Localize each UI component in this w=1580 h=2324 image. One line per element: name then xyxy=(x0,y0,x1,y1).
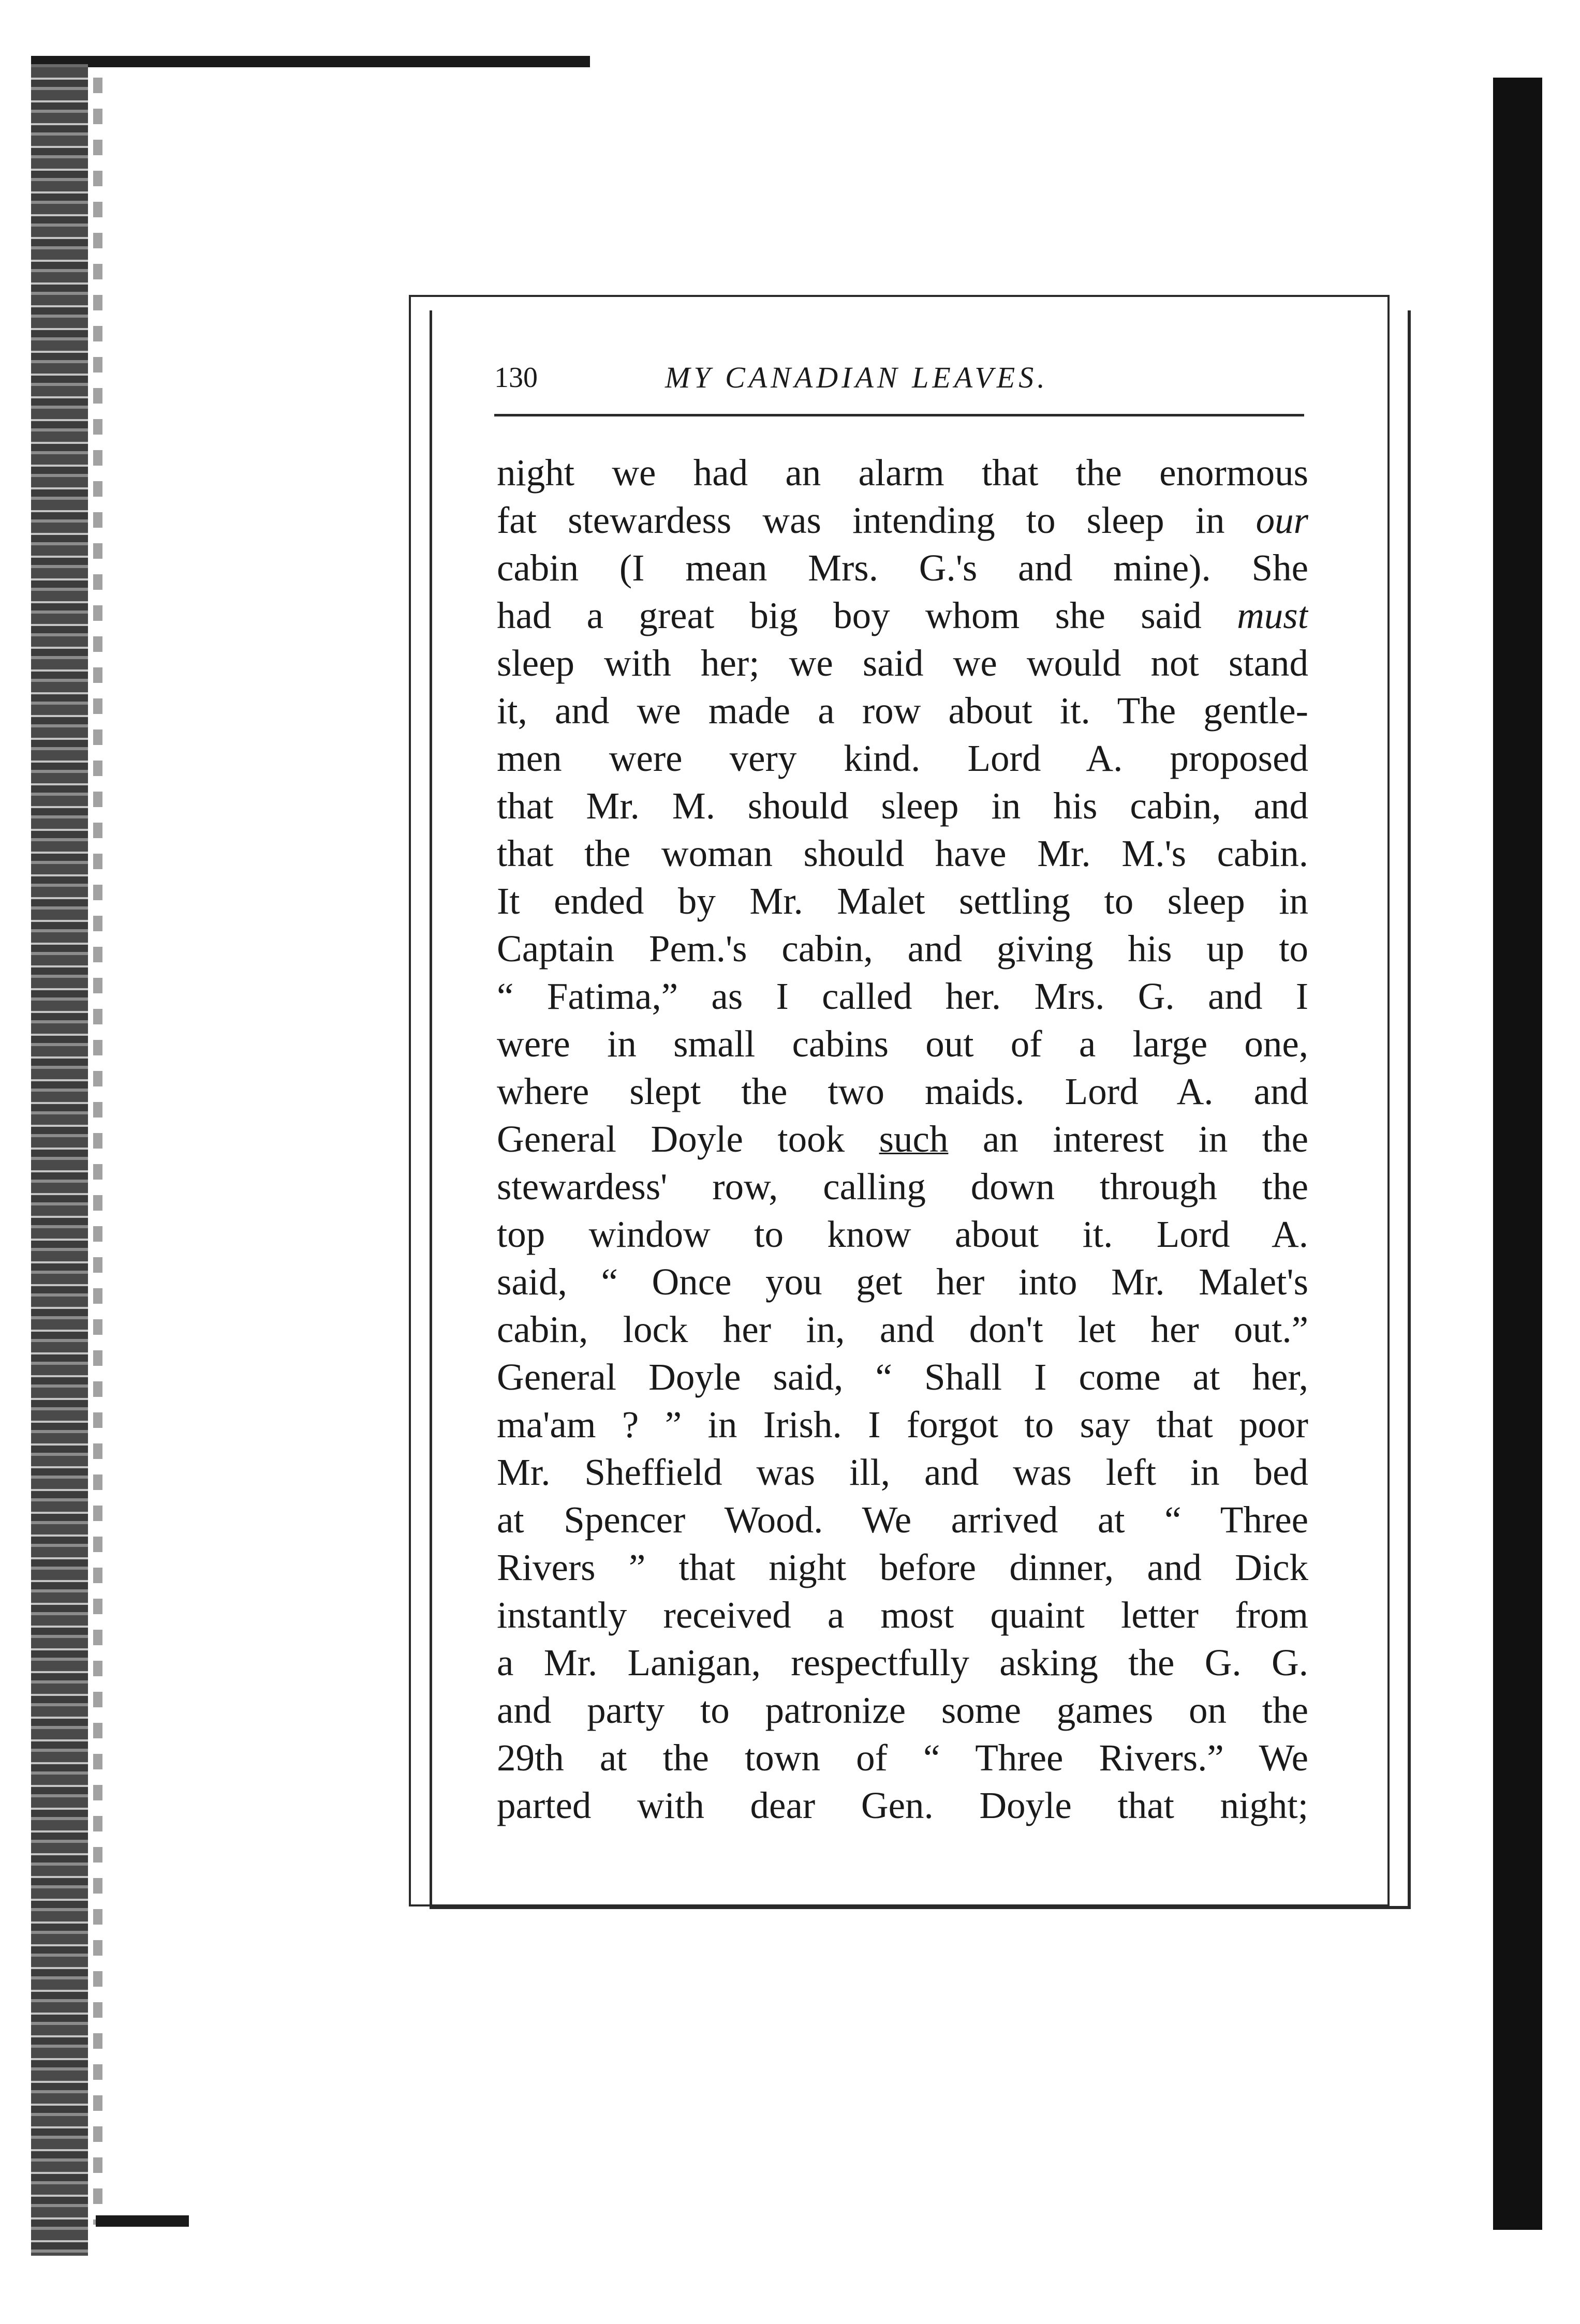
text-line: it, and we made a row about it. The gentle- xyxy=(497,690,1308,732)
text-line: at Spencer Wood. We arrived at “ Three xyxy=(497,1499,1308,1541)
text-line: top window to know about it. Lord A. xyxy=(497,1213,1308,1255)
text-line: where slept the two maids. Lord A. and xyxy=(497,1070,1308,1112)
scan-edge-top xyxy=(31,56,590,67)
page-frame-inner-right xyxy=(1408,310,1411,1909)
text-line: Captain Pem.'s cabin, and giving his up to xyxy=(497,928,1308,970)
text-line: parted with dear Gen. Doyle that night; xyxy=(497,1784,1308,1826)
text-line: said, “ Once you get her into Mr. Malet's xyxy=(497,1261,1308,1303)
emphasized-word: must xyxy=(1237,594,1308,636)
emphasized-word: such xyxy=(879,1118,949,1160)
page-frame-inner-bottom xyxy=(432,1906,1410,1909)
text-line: General Doyle took such an interest in the xyxy=(497,1118,1308,1160)
text-line: cabin (I mean Mrs. G.'s and mine). She xyxy=(497,547,1308,589)
page-header xyxy=(494,357,1304,398)
text-line: a Mr. Lanigan, respectfully asking the G. G. xyxy=(497,1642,1308,1684)
text-line: ma'am ? ” in Irish. I forgot to say that poor xyxy=(497,1404,1308,1446)
body-text xyxy=(497,449,1308,1829)
text-line: had a great big boy whom she said must xyxy=(497,594,1308,636)
emphasized-word: our xyxy=(1256,499,1308,541)
text-line: instantly received a most quaint letter from xyxy=(497,1594,1308,1636)
text-line: Rivers ” that night before dinner, and Dick xyxy=(497,1546,1308,1588)
text-line: 29th at the town of “ Three Rivers.” We xyxy=(497,1737,1308,1779)
scan-edge-right xyxy=(1493,78,1542,2230)
text-line: that the woman should have Mr. M.'s cabin. xyxy=(497,832,1308,874)
running-head: MY CANADIAN LEAVES. xyxy=(665,361,1049,394)
text-line: that Mr. M. should sleep in his cabin, and xyxy=(497,785,1308,827)
text-line: Mr. Sheffield was ill, and was left in bed xyxy=(497,1451,1308,1493)
text-line: were in small cabins out of a large one, xyxy=(497,1023,1308,1065)
text-line: It ended by Mr. Malet settling to sleep in xyxy=(497,880,1308,922)
scan-edge-left-inner xyxy=(93,78,102,2225)
text-line: cabin, lock her in, and don't let her out.” xyxy=(497,1308,1308,1350)
scan-edge-left xyxy=(31,57,88,2256)
text-line: night we had an alarm that the enormous xyxy=(497,452,1308,494)
scan-edge-bottom xyxy=(96,2215,189,2227)
text-line: men were very kind. Lord A. proposed xyxy=(497,737,1308,779)
text-line: “ Fatima,” as I called her. Mrs. G. and I xyxy=(497,975,1308,1017)
text-line: sleep with her; we said we would not stand xyxy=(497,642,1308,684)
page-frame-inner-left xyxy=(430,310,432,1909)
page-number: 130 xyxy=(494,362,538,394)
text-line: and party to patronize some games on the xyxy=(497,1689,1308,1731)
text-line: fat stewardess was intending to sleep in our xyxy=(497,499,1308,541)
header-rule xyxy=(494,414,1304,416)
text-line: stewardess' row, calling down through the xyxy=(497,1166,1308,1208)
text-line: General Doyle said, “ Shall I come at her, xyxy=(497,1356,1308,1398)
